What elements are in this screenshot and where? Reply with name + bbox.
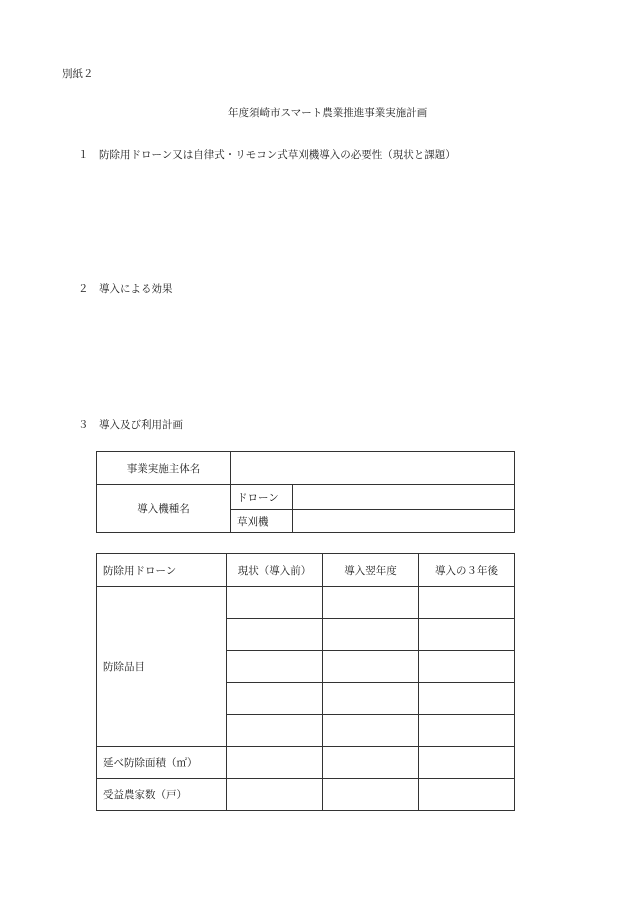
- mower-label: 草刈機: [231, 510, 293, 533]
- section-1-heading: 防除用ドローン又は自律式・リモコン式草刈機導入の必要性（現状と課題）: [99, 149, 456, 161]
- crop-cell[interactable]: [323, 683, 419, 715]
- drone-label: ドローン: [231, 485, 293, 510]
- section-2-number: ２: [78, 283, 89, 295]
- section-3-heading: 導入及び利用計画: [99, 419, 183, 431]
- section-3-number: ３: [78, 419, 89, 431]
- crop-cell[interactable]: [419, 587, 515, 619]
- households-cell[interactable]: [419, 779, 515, 811]
- crop-cell[interactable]: [419, 651, 515, 683]
- drone-model-field[interactable]: [293, 485, 515, 510]
- area-cell[interactable]: [419, 747, 515, 779]
- crop-cell[interactable]: [323, 587, 419, 619]
- area-cell[interactable]: [227, 747, 323, 779]
- section-2-heading: 導入による効果: [99, 283, 173, 295]
- households-cell[interactable]: [323, 779, 419, 811]
- crop-cell[interactable]: [227, 715, 323, 747]
- entity-table: [96, 451, 515, 533]
- households-label: 受益農家数（戸）: [97, 779, 227, 811]
- crop-cell[interactable]: [227, 587, 323, 619]
- crop-cell[interactable]: [227, 619, 323, 651]
- crop-cell[interactable]: [419, 619, 515, 651]
- crop-cell[interactable]: [323, 715, 419, 747]
- entity-name-field[interactable]: [231, 452, 515, 485]
- crop-cell[interactable]: [323, 619, 419, 651]
- entity-name-label: 事業実施主体名: [97, 452, 231, 485]
- machine-type-label: 導入機種名: [97, 485, 231, 533]
- crop-cell[interactable]: [419, 715, 515, 747]
- crop-cell[interactable]: [323, 651, 419, 683]
- usage-plan-table: [96, 553, 515, 811]
- header-current: 現状（導入前）: [227, 554, 323, 587]
- mower-model-field[interactable]: [293, 510, 515, 533]
- crop-cell[interactable]: [227, 651, 323, 683]
- section-1-number: １: [78, 149, 89, 161]
- header-next-year: 導入翌年度: [323, 554, 419, 587]
- header-three-years: 導入の３年後: [419, 554, 515, 587]
- attachment-label: 別紙２: [62, 68, 94, 80]
- header-drone: 防除用ドローン: [97, 554, 227, 587]
- crop-cell[interactable]: [419, 683, 515, 715]
- households-cell[interactable]: [227, 779, 323, 811]
- area-cell[interactable]: [323, 747, 419, 779]
- area-label: 延べ防除面積（㎡）: [97, 747, 227, 779]
- crops-label: 防除品目: [97, 587, 227, 747]
- crop-cell[interactable]: [227, 683, 323, 715]
- document-title: 年度須崎市スマート農業推進事業実施計画: [228, 107, 428, 119]
